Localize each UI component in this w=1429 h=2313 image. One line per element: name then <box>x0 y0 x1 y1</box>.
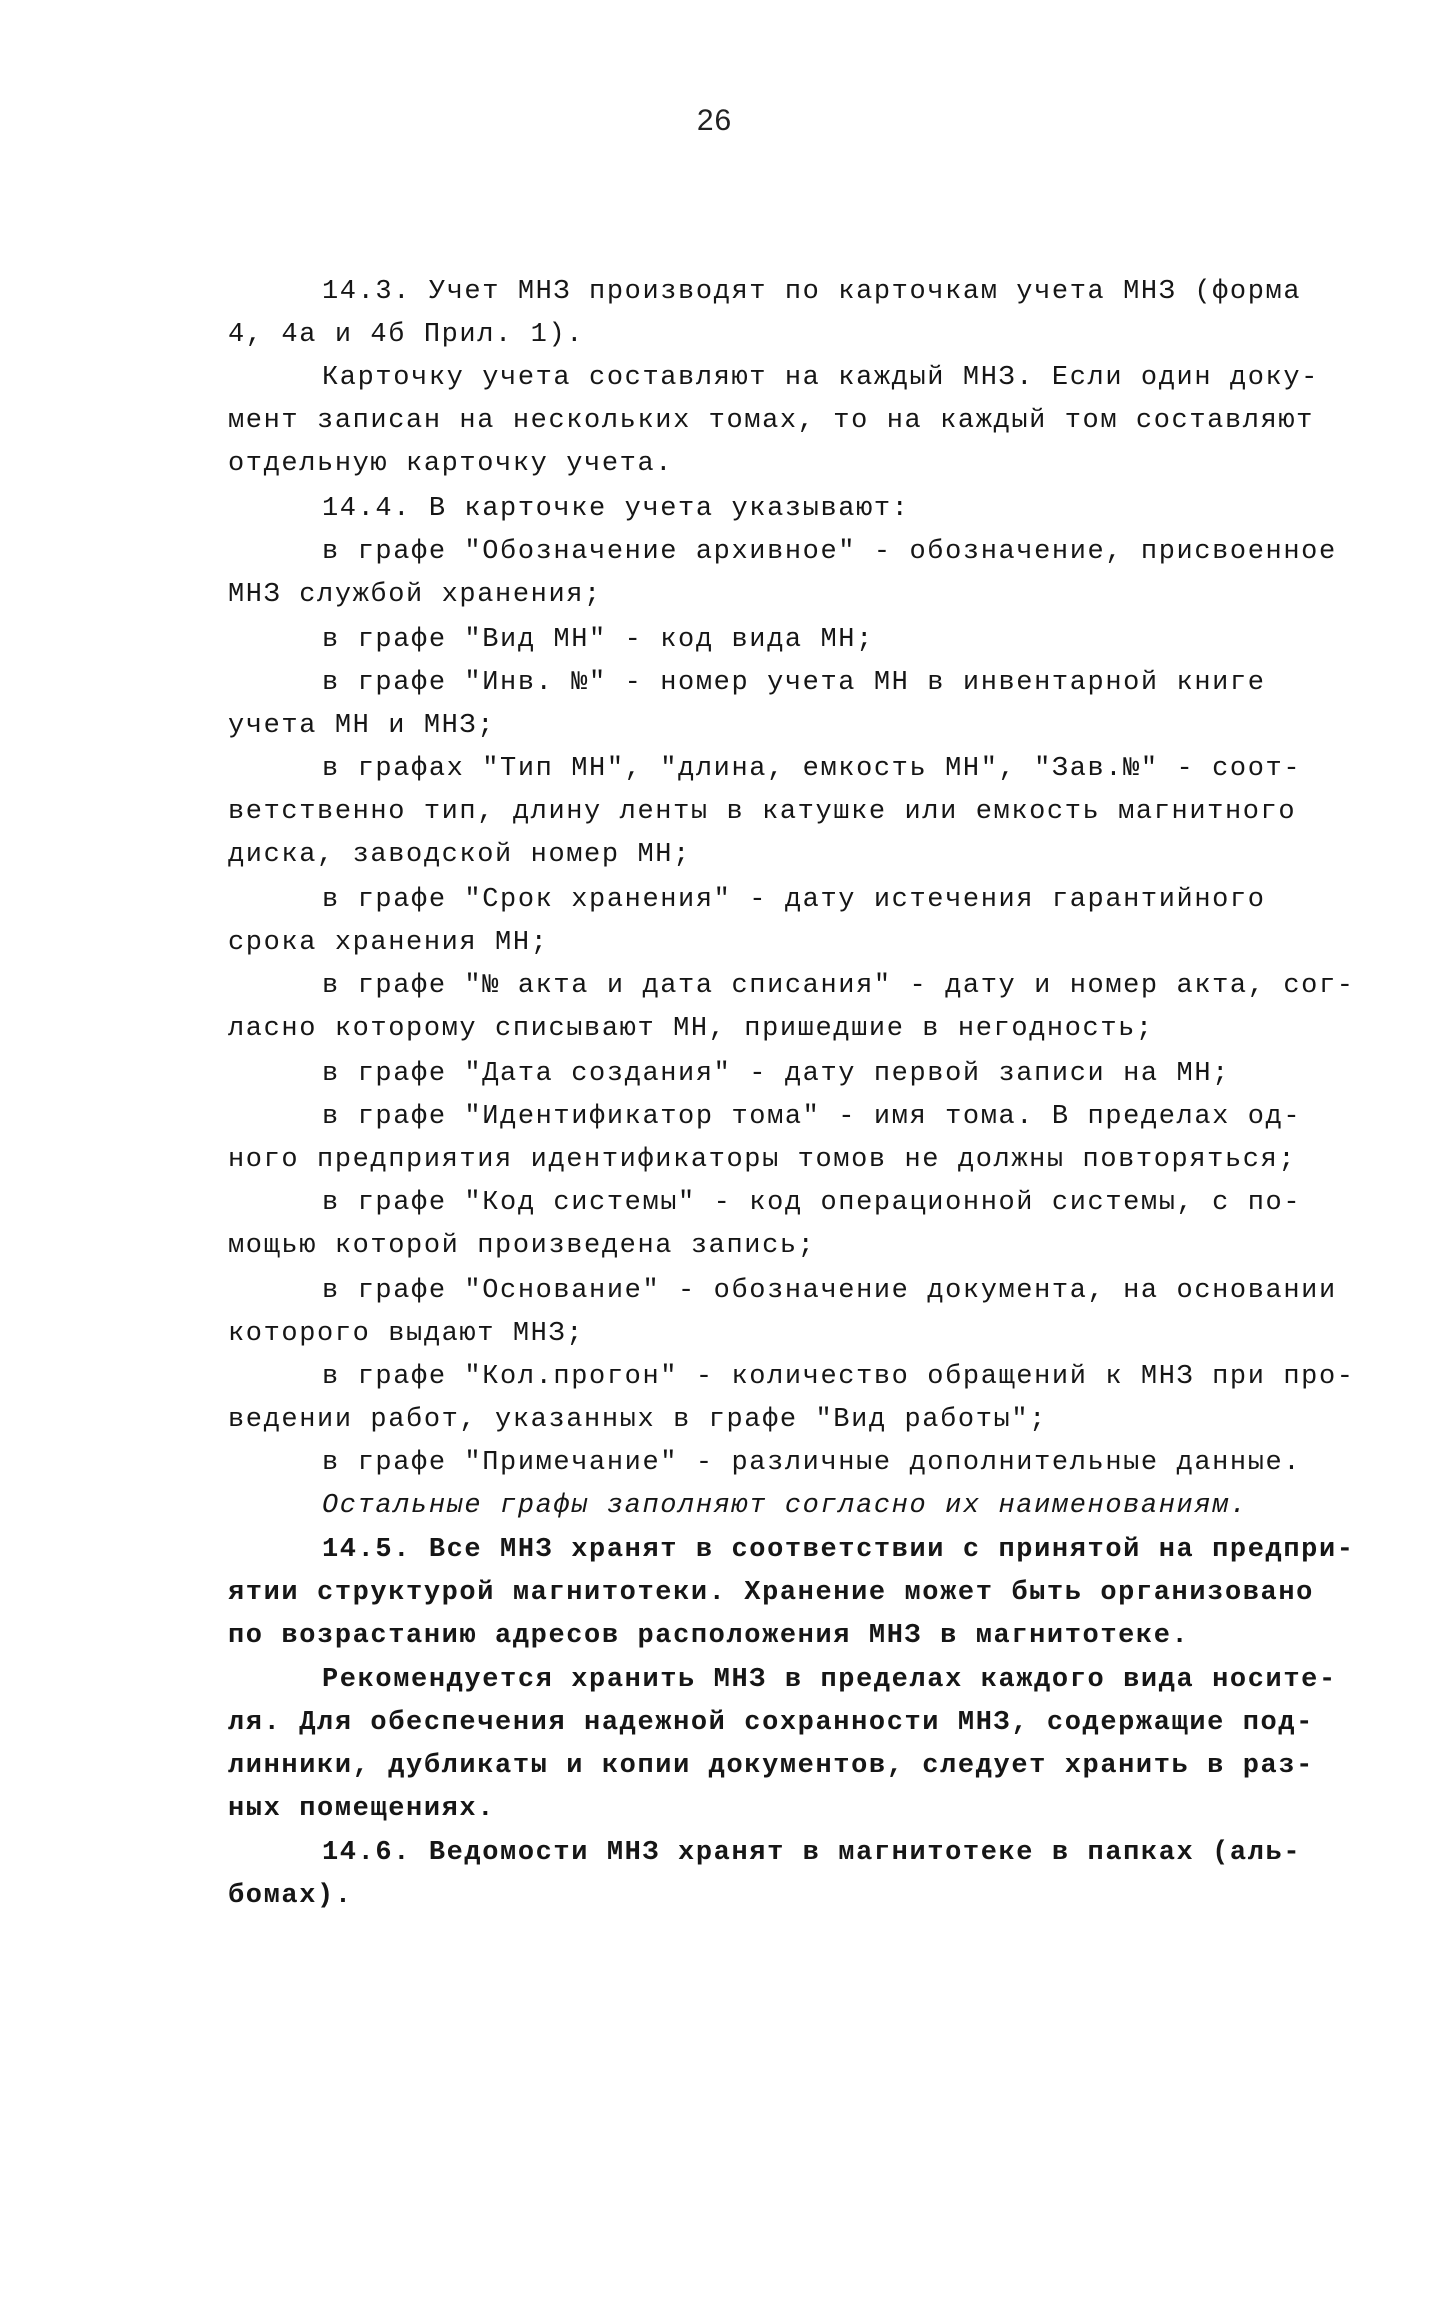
text-line: ного предприятия идентификаторы томов не должны повторяться; <box>228 1145 1297 1175</box>
text-line: в графах "Тип МН", "длина, емкость МН", "Зав.№" - соот- <box>322 754 1302 784</box>
text-line: ветственно тип, длину ленты в катушке или емкость магнитного <box>228 797 1297 827</box>
text-line: линники, дубликаты и копии документов, следует хранить в раз- <box>228 1751 1314 1781</box>
text-line: в графе "Срок хранения" - дату истечения гарантийного <box>322 885 1266 915</box>
text-line: которого выдают МНЗ; <box>228 1319 585 1349</box>
text-line: ведении работ, указанных в графе "Вид работы"; <box>228 1405 1047 1435</box>
text-line: ля. Для обеспечения надежной сохранности МНЗ, содержащие под- <box>228 1708 1314 1738</box>
text-line: диска, заводской номер МН; <box>228 840 691 870</box>
text-line: в графе "Идентификатор тома" - имя тома. В пределах од- <box>322 1102 1302 1132</box>
text-line: Карточку учета составляют на каждый МНЗ. Если один доку- <box>322 363 1319 393</box>
text-line: срока хранения МН; <box>228 928 549 958</box>
text-line: мент записан на нескольких томах, то на каждый том составляют <box>228 406 1314 436</box>
text-line: 4, 4а и 4б Прил. 1). <box>228 320 585 350</box>
text-line: в графе "Код системы" - код операционной системы, с по- <box>322 1188 1302 1218</box>
text-line: в графе "Кол.прогон" - количество обращений к МНЗ при про- <box>322 1362 1355 1392</box>
text-line: мощью которой произведена запись; <box>228 1231 816 1261</box>
text-line: по возрастанию адресов расположения МНЗ в магнитотеке. <box>228 1621 1190 1651</box>
text-line: в графе "Инв. №" - номер учета МН в инвентарной книге <box>322 668 1266 698</box>
text-line: ласно которому списывают МН, пришедшие в негодность; <box>228 1014 1154 1044</box>
text-line: 14.5. Все МНЗ хранят в соответствии с принятой на предпри- <box>322 1535 1355 1565</box>
text-line: в графе "Вид МН" - код вида МН; <box>322 625 874 655</box>
text-line: в графе "Основание" - обозначение документа, на основании <box>322 1276 1337 1306</box>
text-line: 14.6. Ведомости МНЗ хранят в магнитотеке в папках (аль- <box>322 1838 1302 1868</box>
text-line: МНЗ службой хранения; <box>228 580 602 610</box>
text-line: 14.4. В карточке учета указывают: <box>322 494 910 524</box>
text-line: ятии структурой магнитотеки. Хранение может быть организовано <box>228 1578 1314 1608</box>
text-line: ных помещениях. <box>228 1794 496 1824</box>
text-line: 14.3. Учет МНЗ производят по карточкам учета МНЗ (форма <box>322 277 1302 307</box>
text-line: отдельную карточку учета. <box>228 449 674 479</box>
text-line: в графе "Дата создания" - дату первой записи на МН; <box>322 1059 1230 1089</box>
text-line: Остальные графы заполняют согласно их наименованиям. <box>322 1491 1248 1521</box>
text-line: бомах). <box>228 1881 353 1911</box>
text-line: Рекомендуется хранить МНЗ в пределах каждого вида носите- <box>322 1665 1337 1695</box>
text-line: в графе "Примечание" - различные дополнительные данные. <box>322 1448 1302 1478</box>
text-line: учета МН и МНЗ; <box>228 711 496 741</box>
text-line: в графе "№ акта и дата списания" - дату и номер акта, сог- <box>322 971 1355 1001</box>
text-line: в графе "Обозначение архивное" - обозначение, присвоенное <box>322 537 1337 567</box>
page-number: 26 <box>696 104 733 137</box>
